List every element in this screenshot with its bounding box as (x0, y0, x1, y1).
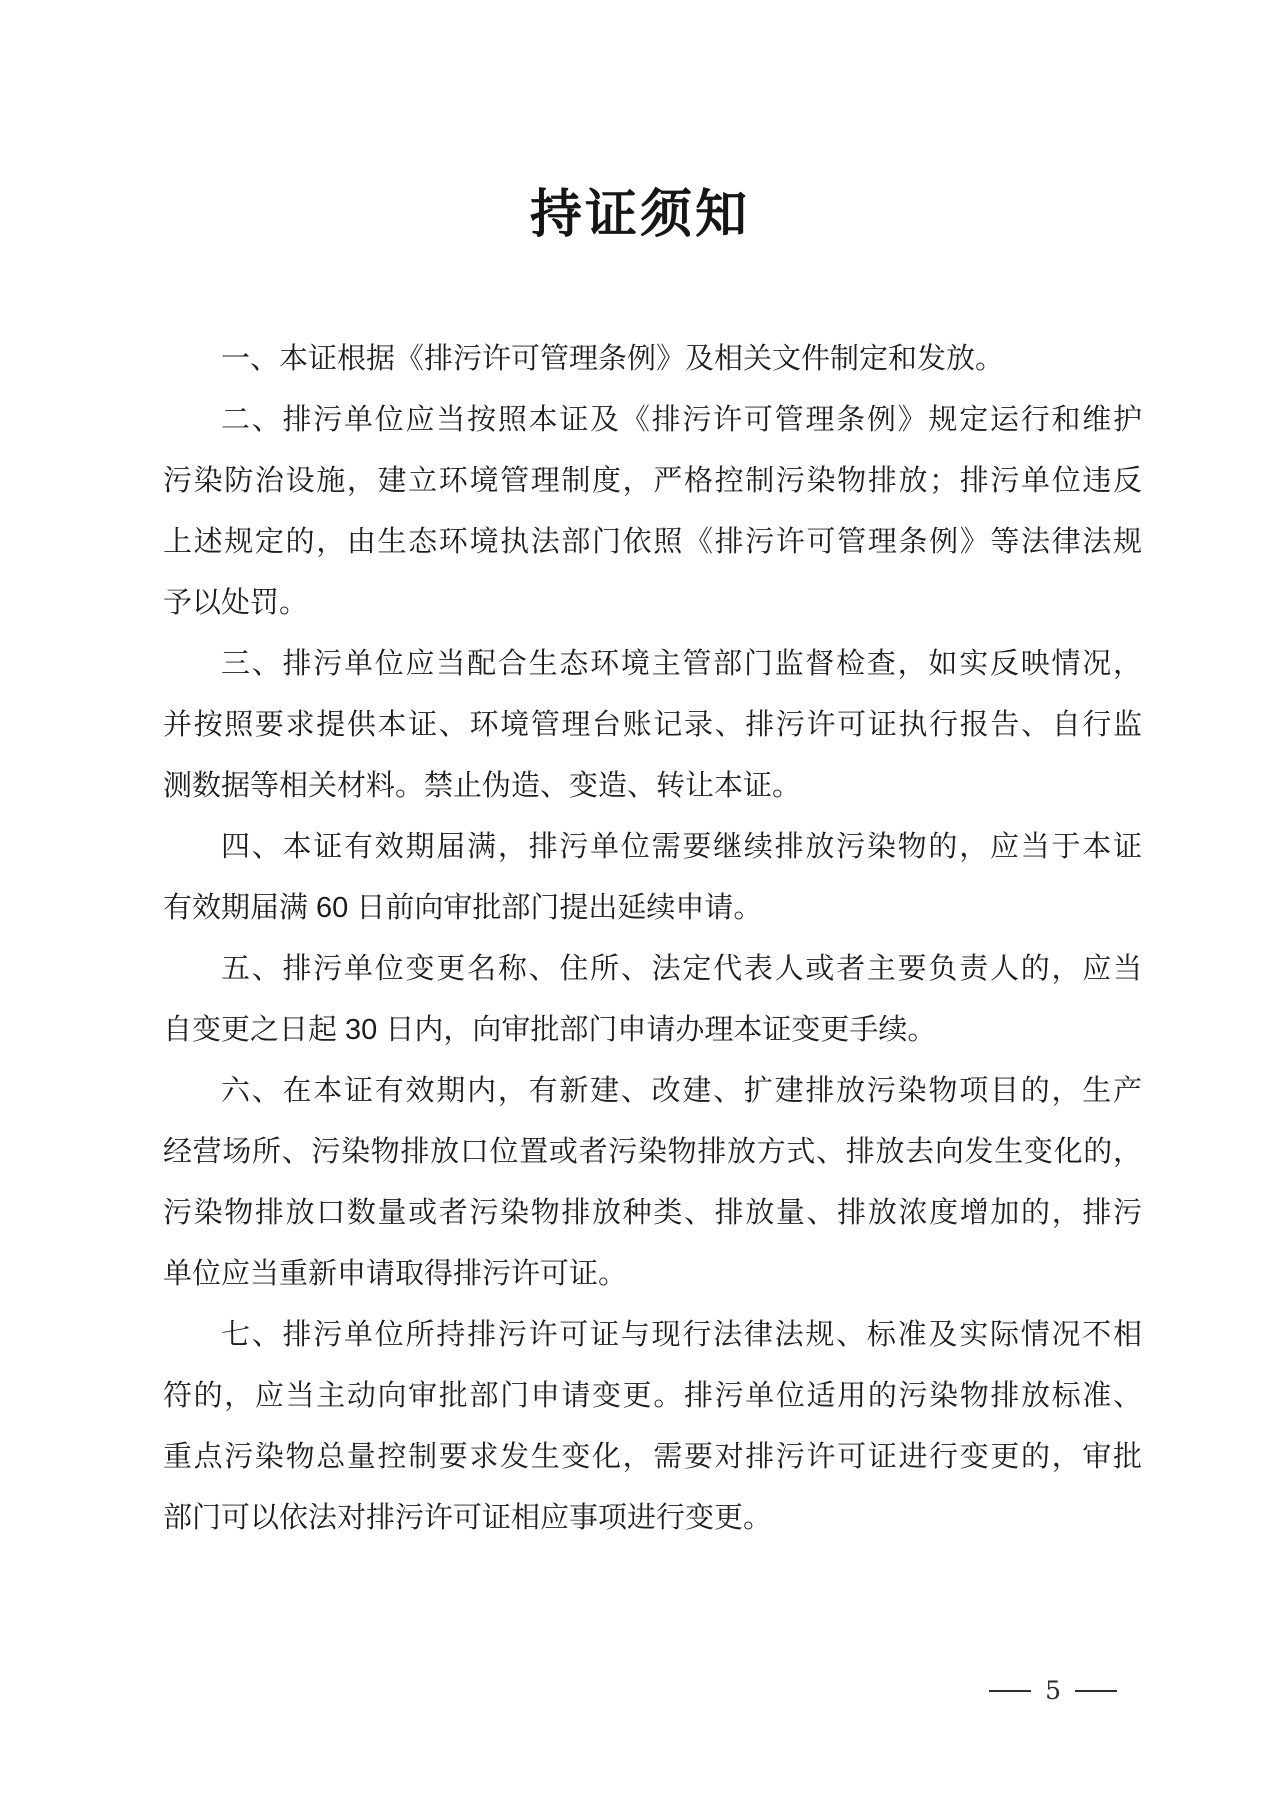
text-line: 测数据等相关材料。禁止伪造、变造、转让本证。 (163, 770, 802, 802)
text-line: 二、排污单位应当按照本证及《排污许可管理条例》规定运行和维护 (221, 404, 1142, 436)
text-line: 一、本证根据《排污许可管理条例》及相关文件制定和发放。 (221, 343, 1005, 375)
text-line: 三、排污单位应当配合生态环境主管部门监督检查，如实反映情况， (221, 648, 1142, 680)
page-title: 持证须知 (529, 186, 750, 244)
text-line: 部门可以依法对排污许可证相应事项进行变更。 (163, 1502, 773, 1534)
text-line: 六、在本证有效期内，有新建、改建、扩建排放污染物项目的，生产 (221, 1075, 1142, 1107)
text-line: 予以处罚。 (163, 587, 309, 619)
text-line: 符的，应当主动向审批部门申请变更。排污单位适用的污染物排放标准、 (163, 1380, 1142, 1412)
text-line: 四、本证有效期届满，排污单位需要继续排放污染物的，应当于本证 (221, 831, 1142, 863)
paragraph-2 (163, 390, 1142, 634)
text-line: 七、排污单位所持排污许可证与现行法律法规、标准及实际情况不相 (221, 1319, 1142, 1351)
paragraph-6 (163, 1061, 1142, 1305)
text-line: 经营场所、污染物排放口位置或者污染物排放方式、排放去向发生变化的， (163, 1136, 1142, 1168)
footer-dash (989, 1690, 1031, 1692)
text-line: 五、排污单位变更名称、住所、法定代表人或者主要负责人的，应当 (221, 953, 1142, 985)
text-line: 重点污染物总量控制要求发生变化，需要对排污许可证进行变更的，审批 (163, 1441, 1142, 1473)
text-line: 上述规定的，由生态环境执法部门依照《排污许可管理条例》等法律法规 (163, 526, 1142, 558)
paragraph-4 (163, 817, 1142, 939)
text-line: 有效期届满 60 日前向审批部门提出延续申请。 (163, 892, 763, 924)
paragraph-1 (163, 329, 1142, 390)
text-line: 自变更之日起 30 日内，向审批部门申请办理本证变更手续。 (163, 1014, 937, 1046)
document-body (163, 329, 1142, 1549)
text-line: 单位应当重新申请取得排污许可证。 (163, 1258, 628, 1290)
paragraph-3 (163, 634, 1142, 817)
text-line: 污染防治设施，建立环境管理制度，严格控制污染物排放；排污单位违反 (163, 465, 1142, 497)
paragraph-7 (163, 1305, 1142, 1549)
text-line: 并按照要求提供本证、环境管理台账记录、排污许可证执行报告、自行监 (163, 709, 1142, 741)
page-footer (989, 1676, 1117, 1706)
footer-dash (1075, 1690, 1117, 1692)
page-number: 5 (1045, 1676, 1061, 1705)
text-line: 污染物排放口数量或者污染物排放种类、排放量、排放浓度增加的，排污 (163, 1197, 1142, 1229)
paragraph-5 (163, 939, 1142, 1061)
